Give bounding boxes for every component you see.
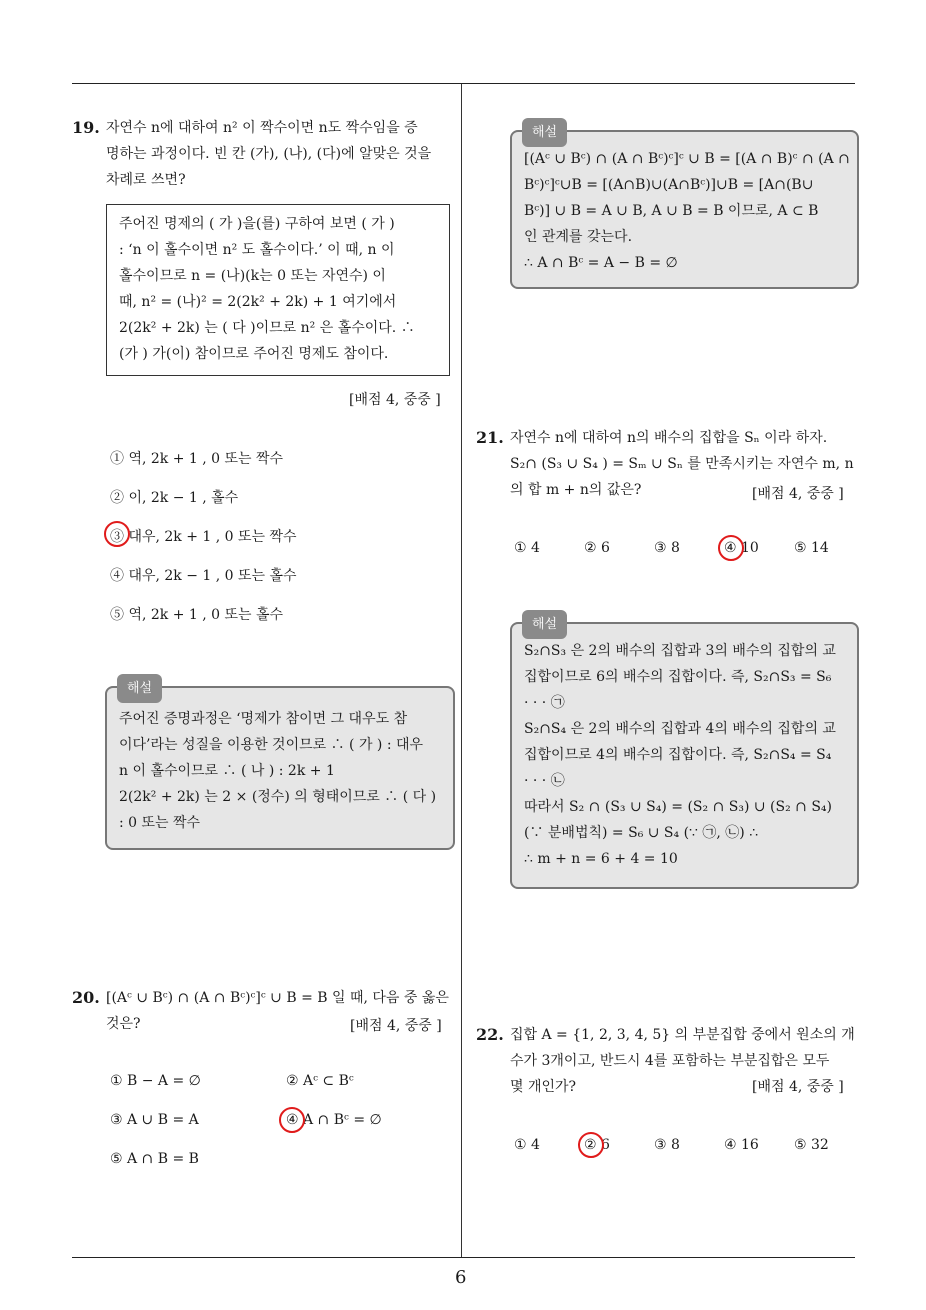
answer-mark-icon	[578, 1132, 604, 1158]
choice-2[interactable]: ② 6	[584, 1137, 610, 1153]
score-label: [배점 4, 중중 ]	[752, 1079, 844, 1095]
choice-2[interactable]: ② Aᶜ ⊂ Bᶜ	[286, 1073, 354, 1089]
question-text: 것은?	[106, 1016, 141, 1032]
choice-1[interactable]: ① 4	[514, 540, 540, 556]
bottom-rule	[72, 1257, 855, 1258]
choice-5[interactable]: ⑤ 32	[794, 1137, 829, 1153]
solution-line: : 0 또는 짝수	[119, 815, 201, 831]
answer-mark-icon	[279, 1107, 305, 1133]
solution-tag: 해설	[117, 674, 162, 703]
choice-2[interactable]: ② 6	[584, 540, 610, 556]
solution-tag: 해설	[522, 118, 567, 147]
solution-line: ∴ m + n = 6 + 4 = 10	[524, 851, 678, 867]
question-text: [(Aᶜ ∪ Bᶜ) ∩ (A ∩ Bᶜ)ᶜ]ᶜ ∪ B = B 일 때, 다음 중 옳은	[106, 990, 449, 1006]
choice-2[interactable]: ② 이, 2k − 1 , 홀수	[110, 490, 239, 506]
question-number: 21.	[476, 428, 504, 447]
score-label: [배점 4, 중중 ]	[349, 392, 441, 408]
solution-box	[105, 681, 455, 850]
solution-line: Bᶜ)] ∪ B = A ∪ B, A ∪ B = B 이므로, A ⊂ B	[524, 203, 819, 219]
question-text: 몇 개인가?	[510, 1079, 577, 1095]
score-label: [배점 4, 중중 ]	[752, 486, 844, 502]
choice-1[interactable]: ① 역, 2k + 1 , 0 또는 짝수	[110, 451, 284, 467]
solution-line: 2(2k² + 2k) 는 2 × (정수) 의 형태이므로 ∴ ( 다 )	[119, 789, 437, 805]
choice-3[interactable]: ③ 8	[654, 540, 680, 556]
choice-1[interactable]: ① B − A = ∅	[110, 1073, 201, 1089]
solution-line: · · · ㉠	[524, 695, 565, 711]
solution-line: 집합이므로 6의 배수의 집합이다. 즉, S₂∩S₃ = S₆	[524, 669, 832, 685]
solution-line: · · · ㉡	[524, 773, 565, 789]
proof-box	[106, 204, 450, 376]
question-text: 자연수 n에 대하여 n² 이 짝수이면 n도 짝수임을 증	[106, 120, 418, 136]
question-text: 수가 3개이고, 반드시 4를 포함하는 부분집합은 모두	[510, 1053, 830, 1069]
top-rule	[72, 83, 855, 84]
question-text: 자연수 n에 대하여 n의 배수의 집합을 Sₙ 이라 하자.	[510, 430, 828, 446]
choice-4[interactable]: ④ 대우, 2k − 1 , 0 또는 홀수	[110, 568, 297, 584]
choice-5[interactable]: ⑤ 역, 2k + 1 , 0 또는 홀수	[110, 607, 284, 623]
choice-3[interactable]: ③ 8	[654, 1137, 680, 1153]
proof-line: 때, n² = (나)² = 2(2k² + 2k) + 1 여기에서	[119, 294, 397, 310]
column-divider	[461, 84, 462, 1257]
page-number: 6	[455, 1267, 467, 1288]
solution-line: 이다’라는 성질을 이용한 것이므로 ∴ ( 가 ) : 대우	[119, 737, 424, 753]
question-text: 의 합 m + n의 값은?	[510, 482, 642, 498]
question-number: 20.	[72, 988, 100, 1007]
question-text: 집합 A = {1, 2, 3, 4, 5} 의 부분집합 중에서 원소의 개	[510, 1027, 855, 1043]
solution-line: 인 관계를 갖는다.	[524, 229, 633, 245]
question-text: 명하는 과정이다. 빈 칸 (가), (나), (다)에 알맞은 것을	[106, 146, 432, 162]
choice-4[interactable]: ④ 10	[724, 540, 759, 556]
question-text: 차례로 쓰면?	[106, 172, 186, 188]
solution-line: 집합이므로 4의 배수의 집합이다. 즉, S₂∩S₄ = S₄	[524, 747, 832, 763]
choice-4[interactable]: ④ A ∩ Bᶜ = ∅	[286, 1112, 382, 1128]
answer-mark-icon	[104, 521, 130, 547]
solution-line: 따라서 S₂ ∩ (S₃ ∪ S₄) = (S₂ ∩ S₃) ∪ (S₂ ∩ S₄)	[524, 799, 833, 815]
choice-5[interactable]: ⑤ A ∩ B = B	[110, 1151, 199, 1167]
solution-line: 주어진 증명과정은 ‘명제가 참이면 그 대우도 참	[119, 711, 408, 727]
proof-line: 2(2k² + 2k) 는 ( 다 )이므로 n² 은 홀수이다. ∴	[119, 320, 415, 336]
choice-4[interactable]: ④ 16	[724, 1137, 759, 1153]
solution-line: Bᶜ)ᶜ]ᶜ∪B = [(A∩B)∪(A∩Bᶜ)]∪B = [A∩(B∪	[524, 177, 814, 193]
question-number: 22.	[476, 1025, 504, 1044]
solution-box	[510, 125, 859, 289]
proof-line: 홀수이므로 n = (나)(k는 0 또는 자연수) 이	[119, 268, 386, 284]
solution-line: S₂∩S₄ 은 2의 배수의 집합과 4의 배수의 집합의 교	[524, 721, 836, 737]
choice-5[interactable]: ⑤ 14	[794, 540, 829, 556]
solution-line: [(Aᶜ ∪ Bᶜ) ∩ (A ∩ Bᶜ)ᶜ]ᶜ ∪ B = [(A ∩ B)ᶜ ∩ (A ∩	[524, 151, 850, 167]
solution-line: (∵ 분배법칙) = S₆ ∪ S₄ (∵ ㉠, ㉡) ∴	[524, 825, 759, 841]
answer-mark-icon	[718, 535, 744, 561]
choice-3[interactable]: ③ 대우, 2k + 1 , 0 또는 짝수	[110, 529, 297, 545]
proof-line: : ‘n 이 홀수이면 n² 도 홀수이다.’ 이 때, n 이	[119, 242, 395, 258]
solution-line: S₂∩S₃ 은 2의 배수의 집합과 3의 배수의 집합의 교	[524, 643, 836, 659]
solution-box	[510, 617, 859, 889]
choice-1[interactable]: ① 4	[514, 1137, 540, 1153]
question-text: S₂∩ (S₃ ∪ S₄ ) = Sₘ ∪ Sₙ 를 만족시키는 자연수 m, n	[510, 456, 854, 472]
proof-line: 주어진 명제의 ( 가 )을(를) 구하여 보면 ( 가 )	[119, 216, 395, 232]
solution-line: n 이 홀수이므로 ∴ ( 나 ) : 2k + 1	[119, 763, 335, 779]
solution-line: ∴ A ∩ Bᶜ = A − B = ∅	[524, 255, 678, 271]
solution-tag: 해설	[522, 610, 567, 639]
score-label: [배점 4, 중중 ]	[350, 1018, 442, 1034]
question-number: 19.	[72, 118, 100, 137]
choice-3[interactable]: ③ A ∪ B = A	[110, 1112, 199, 1128]
proof-line: (가 ) 가(이) 참이므로 주어진 명제도 참이다.	[119, 346, 389, 362]
